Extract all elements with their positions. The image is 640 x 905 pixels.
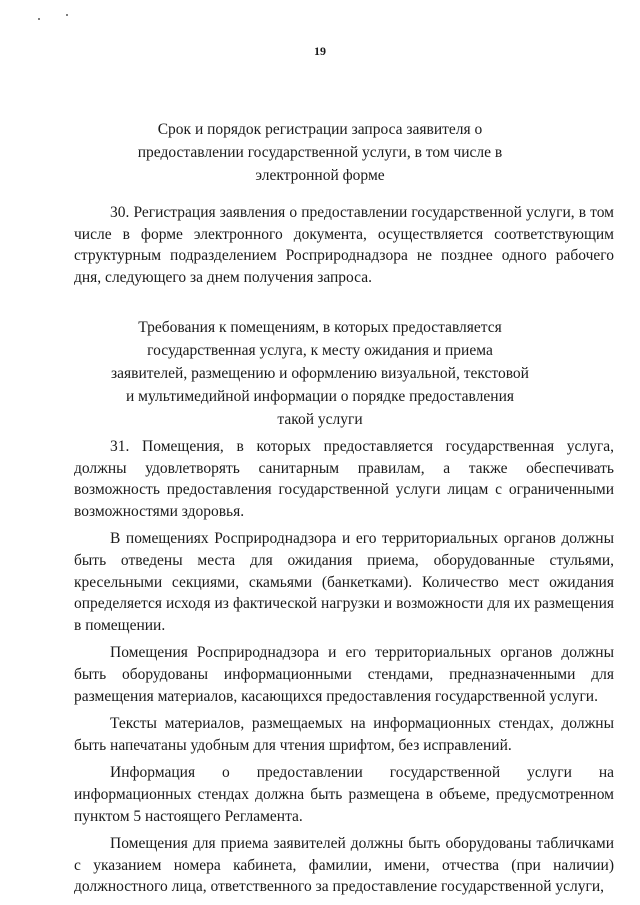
paragraph-info-stands: Помещения Росприроднадзора и его территориальных органов должны быть оборудованы информационными стендами, предназначенными для размещения материалов, касающихся предоставления государственной услуги. [74, 644, 614, 705]
heading-line: государственная услуга, к месту ожидания и приема [147, 342, 493, 359]
scan-speck [38, 18, 40, 20]
heading-line: заявителей, размещению и оформлению визуальной, текстовой [111, 365, 529, 382]
heading-line: Срок и порядок регистрации запроса заявителя о [157, 121, 483, 138]
paragraph-30: 30. Регистрация заявления о предоставлении государственной услуги, в том числе в форме электронного документа, осуществляется соответствующим структурным подразделением Росприроднадзора не позднее одного рабочего дня, следующего за днем получения запроса. [74, 204, 614, 286]
section-heading-premises [60, 316, 580, 431]
heading-line: такой услуги [277, 411, 363, 428]
heading-line: и мультимедийной информации о порядке предоставления [126, 388, 514, 405]
heading-line: предоставлении государственной услуги, в том числе в [137, 144, 503, 161]
paragraph-info-volume: Информация о предоставлении государственной услуги на информационных стендах должна быть размещена в объеме, предусмотренном пунктом 5 настоящего Регламента. [74, 764, 614, 825]
paragraph-waiting-areas: В помещениях Росприроднадзора и его территориальных органов должны быть отведены места для ожидания приема, оборудованные стульями, кресельными секциями, скамьями (банкетками). Количество мест ожидания определяется исходя из фактической нагрузки и возможности для их размещения в помещении. [74, 530, 614, 634]
section-31-body [74, 436, 614, 904]
paragraph-31: 31. Помещения, в которых предоставляется государственная услуга, должны удовлетворять санитарным правилам, а также обеспечивать возможность предоставления государственной услуги лицам с ограниченными возможностями здоровья. [74, 438, 614, 520]
scan-speck [66, 14, 68, 16]
paragraph-reception-signs: Помещения для приема заявителей должны быть оборудованы табличками с указанием номера кабинета, фамилии, имени, отчества (при наличии) должностного лица, ответственного за предоставление государственной услуги, [74, 835, 614, 896]
section-heading-registration [60, 118, 580, 187]
page-number: 19 [314, 44, 326, 58]
heading-line: электронной форме [255, 167, 385, 184]
paragraph-text-materials: Тексты материалов, размещаемых на информационных стендах, должны быть напечатаны удобным для чтения шрифтом, без исправлений. [74, 715, 614, 754]
heading-line: Требования к помещениям, в которых предоставляется [138, 319, 502, 336]
